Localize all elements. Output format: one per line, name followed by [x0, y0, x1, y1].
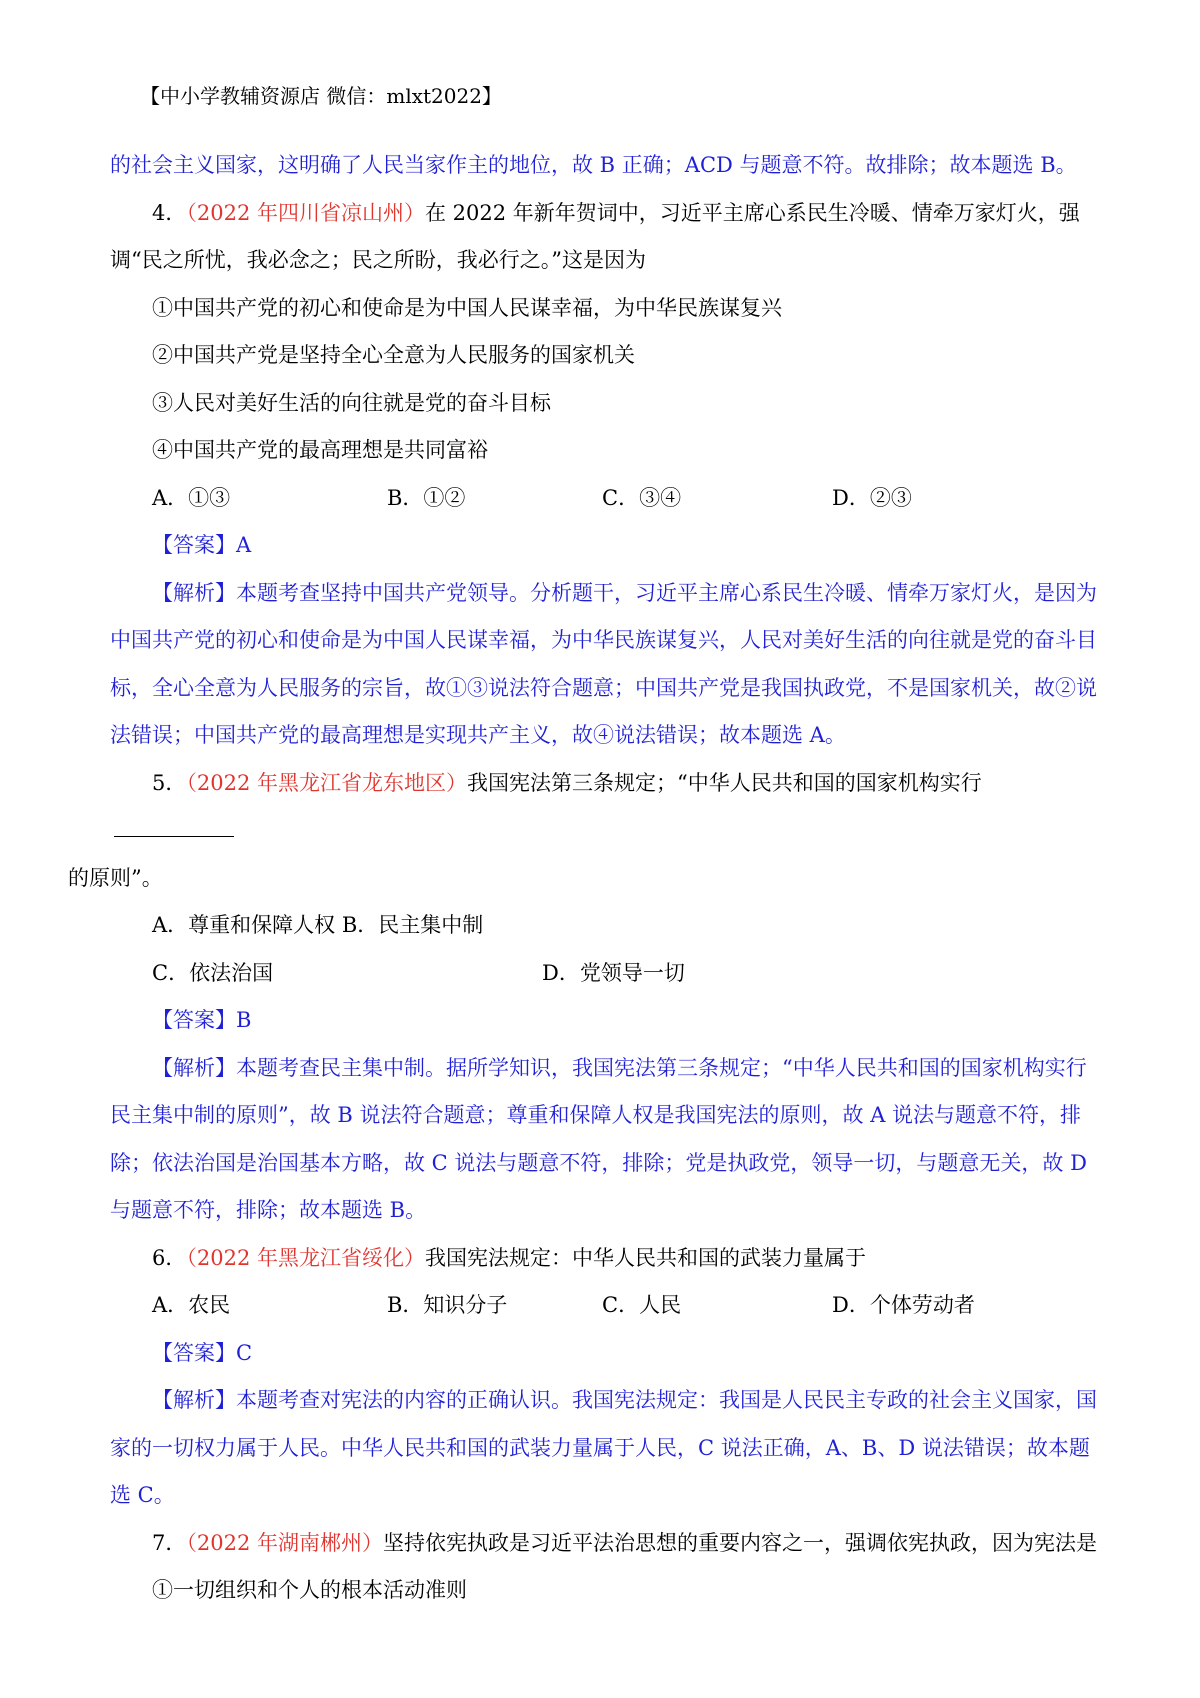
q4-option-b: B．①② — [387, 485, 466, 510]
q6-analysis: 【解析】本题考查对宪法的内容的正确认识。我国宪法规定：我国是人民民主专政的社会主义国家，国家的一切权力属于人民。中华人民共和国的武装力量属于人民，C 说法正确，A、B、D 说法错误；故本题选 C。 — [110, 1388, 1097, 1507]
q4-item-4: ④中国共产党的最高理想是共同富裕 — [152, 438, 488, 462]
q7-stem: 7．（2022 年湖南郴州）坚持依宪执政是习近平法治思想的重要内容之一，强调依宪执政，因为宪法是 — [152, 1530, 1097, 1555]
q5-option-d: D．党领导一切 — [542, 960, 685, 985]
q5-answer: 【答案】B — [152, 1008, 252, 1032]
q5-options-row1 — [110, 902, 1100, 950]
q7-source: （2022 年湖南郴州） — [186, 1530, 383, 1555]
q5-blank — [114, 816, 234, 837]
q5-option-ab: A．尊重和保障人权 B．民主集中制 — [152, 913, 484, 937]
q5-analysis: 【解析】本题考查民主集中制。据所学知识，我国宪法第三条规定；“中华人民共和国的国家机构实行民主集中制的原则”，故 B 说法符合题意；尊重和保障人权是我国宪法的原则，故 A 说法与题意不符，排除；依法治国是治国基本方略，故 C 说法与题意不符，排除；党是执政党，领导一切，与题意无关，故 D 与题意不符，排除；故本题选 B。 — [110, 1055, 1087, 1222]
q4-item-2: ②中国共产党是坚持全心全意为人民服务的国家机关 — [152, 343, 635, 367]
q4-item-3: ③人民对美好生活的向往就是党的奋斗目标 — [152, 390, 551, 415]
q7-item-1: ①一切组织和个人的根本活动准则 — [152, 1578, 467, 1602]
page-header: 【中小学教辅资源店 微信：mlxt2022】 — [140, 84, 502, 108]
q6-options — [110, 1282, 1100, 1330]
q4-stem: 4．（2022 年四川省凉山州）在 2022 年新年贺词中，习近平主席心系民生冷暖、情牵万家灯火，强调“民之所忧，我必念之；民之所盼，我必行之。”这是因为 — [110, 200, 1080, 272]
q5-stem: 5．（2022 年黑龙江省龙东地区）我国宪法第三条规定；“中华人民共和国的国家机构实行 的原则”。 — [68, 770, 982, 890]
q6-option-a: A．农民 — [152, 1293, 231, 1317]
q4-item-1: ①中国共产党的初心和使命是为中国人民谋幸福，为中华民族谋复兴 — [152, 295, 782, 320]
q4-analysis: 【解析】本题考查坚持中国共产党领导。分析题干，习近平主席心系民生冷暖、情牵万家灯火，是因为中国共产党的初心和使命是为中国人民谋幸福，为中华民族谋复兴，人民对美好生活的向往就是党的奋斗目标，全心全意为人民服务的宗旨，故①③说法符合题意；中国共产党是我国执政党，不是国家机关，故②说法错误；中国共产党的最高理想是实现共产主义，故④说法错误；故本题选 A。 — [110, 580, 1097, 747]
q4-option-c: C．③④ — [602, 485, 682, 510]
q5-source: （2022 年黑龙江省龙东地区） — [186, 770, 467, 795]
q6-option-c: C．人民 — [602, 1293, 682, 1317]
q4-option-d: D．②③ — [832, 485, 912, 510]
q6-stem: 6．（2022 年黑龙江省绥化）我国宪法规定：中华人民共和国的武装力量属于 — [152, 1245, 866, 1270]
q4-source: （2022 年四川省凉山州） — [186, 200, 425, 225]
q3-analysis-tail: 的社会主义国家，这明确了人民当家作主的地位，故 B 正确；ACD 与题意不符。故排除；故本题选 B。 — [110, 153, 1077, 177]
q6-source: （2022 年黑龙江省绥化） — [186, 1245, 425, 1270]
q5-option-c: C．依法治国 — [152, 960, 274, 985]
q4-options — [110, 475, 1100, 523]
q6-answer: 【答案】C — [152, 1340, 253, 1365]
q4-answer: 【答案】A — [152, 533, 252, 557]
q5-options-row2 — [110, 950, 1100, 998]
q6-option-d: D．个体劳动者 — [832, 1293, 975, 1317]
q4-option-a: A．①③ — [152, 485, 231, 510]
q6-option-b: B．知识分子 — [387, 1293, 508, 1317]
document-body — [68, 142, 1100, 1615]
